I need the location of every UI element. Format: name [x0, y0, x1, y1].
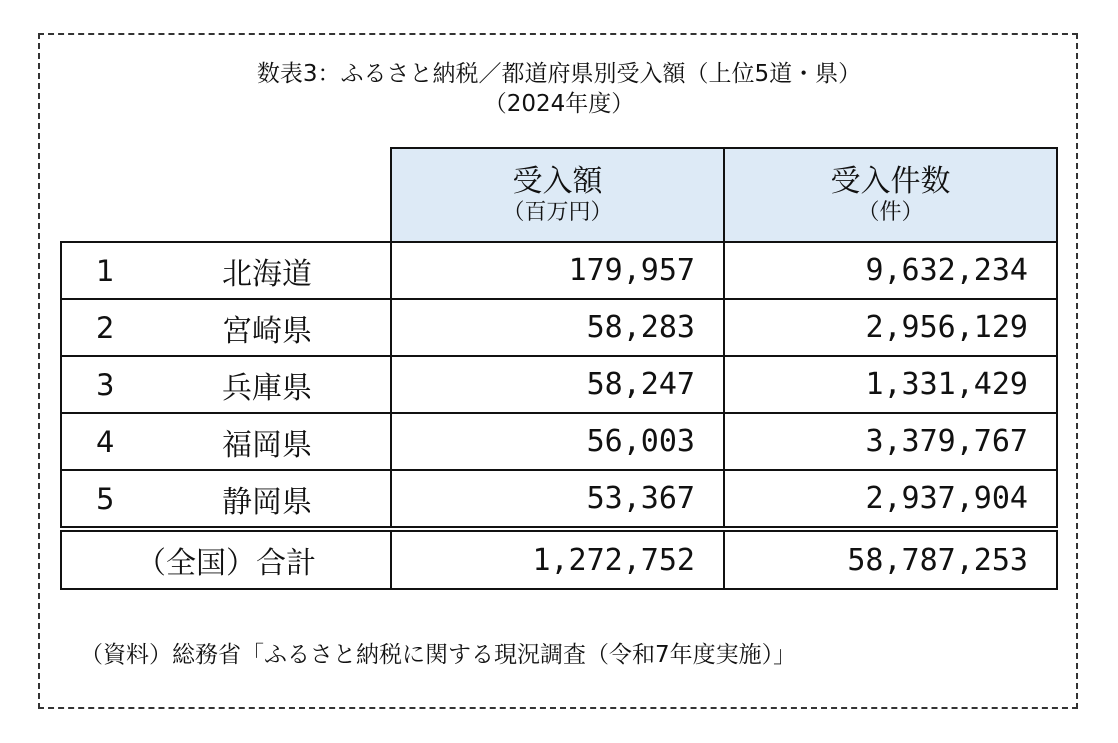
table-row [61, 413, 1057, 470]
total-amount: 1,272,752 [391, 529, 724, 589]
row-rank: 5 [96, 481, 115, 516]
row-rank: 1 [96, 253, 115, 288]
table-row [61, 356, 1057, 413]
table-title: 数表3：ふるさと納税／都道府県別受入額（上位5道・県） [256, 61, 862, 87]
header-amount-label: 受入額 [512, 164, 603, 199]
row-count: 1,331,429 [724, 356, 1057, 413]
header-amount-unit: （百万円） [502, 200, 613, 225]
header-blank-cell [61, 148, 391, 242]
row-count: 9,632,234 [724, 242, 1057, 299]
table-subtitle: （2024年度） [483, 91, 635, 117]
row-amount: 58,283 [391, 299, 724, 356]
total-label: （全国）合計 [61, 529, 391, 589]
row-name-cell [61, 242, 391, 299]
row-prefecture: 兵庫県 [222, 370, 312, 406]
table-row [61, 299, 1057, 356]
total-row [61, 529, 1057, 589]
row-name-cell [61, 356, 391, 413]
header-count [724, 148, 1057, 242]
header-amount [391, 148, 724, 242]
row-amount: 58,247 [391, 356, 724, 413]
header-count-label: 受入件数 [830, 164, 951, 199]
row-name-cell [61, 470, 391, 529]
row-amount: 56,003 [391, 413, 724, 470]
row-count: 2,956,129 [724, 299, 1057, 356]
row-prefecture: 福岡県 [222, 427, 312, 463]
row-count: 2,937,904 [724, 470, 1057, 529]
row-rank: 4 [96, 424, 115, 459]
row-prefecture: 宮崎県 [222, 313, 312, 349]
row-prefecture: 静岡県 [222, 484, 312, 520]
header-row [61, 148, 1057, 242]
header-count-unit: （件） [857, 200, 924, 225]
table-row [61, 242, 1057, 299]
source-note: （資料）総務省「ふるさと納税に関する現況調査（令和7年度実施）」 [80, 642, 797, 668]
row-name-cell [61, 299, 391, 356]
row-amount: 53,367 [391, 470, 724, 529]
row-name-cell [61, 413, 391, 470]
row-amount: 179,957 [391, 242, 724, 299]
row-rank: 3 [96, 367, 115, 402]
row-count: 3,379,767 [724, 413, 1057, 470]
data-table [60, 147, 1058, 590]
table-row [61, 470, 1057, 529]
row-rank: 2 [96, 310, 115, 345]
total-count: 58,787,253 [724, 529, 1057, 589]
row-prefecture: 北海道 [222, 256, 312, 292]
